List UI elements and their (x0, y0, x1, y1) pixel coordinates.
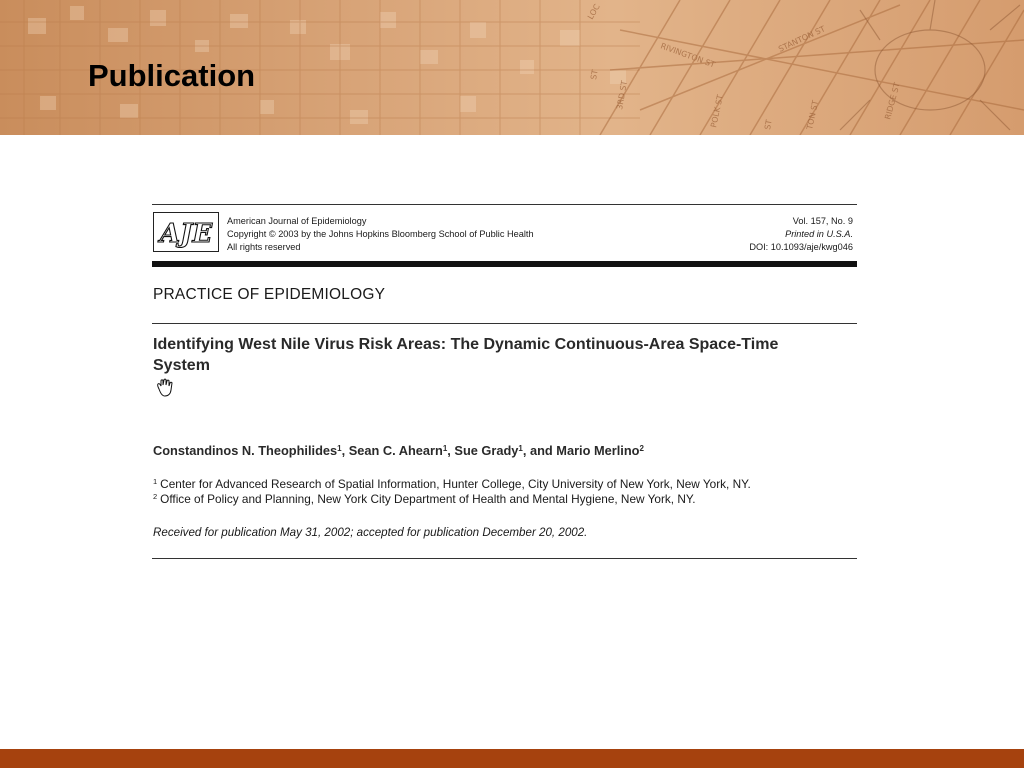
map-label: 3RD ST (615, 79, 630, 111)
journal-copyright: Copyright © 2003 by the Johns Hopkins Bloomberg School of Public Health (227, 229, 534, 239)
map-label: ST (763, 118, 774, 131)
map-label: TON ST (805, 99, 821, 131)
aje-logo-mark (156, 215, 216, 249)
volume-issue: Vol. 157, No. 9 (792, 216, 853, 226)
printed-in: Printed in U.S.A. (785, 229, 853, 239)
journal-info (227, 215, 534, 254)
volume-info (749, 215, 853, 254)
author-list (153, 443, 644, 458)
author-name: Mario Merlino (556, 443, 640, 458)
author-sep: , (341, 443, 349, 458)
affil-text: Office of Policy and Planning, New York City Department of Health and Mental Hygiene, New York, NY. (160, 492, 696, 506)
affil-number: 2 (153, 492, 158, 501)
affiliation-1 (153, 477, 751, 491)
bottom-rule (152, 558, 857, 559)
journal-rights: All rights reserved (227, 242, 301, 252)
map-label: RIDGE ST (883, 81, 902, 121)
received-date: Received for publication May 31, 2002; accepted for publication December 20, 2002. (153, 526, 588, 539)
top-rule (152, 204, 857, 205)
header-banner (0, 0, 1024, 135)
section-rule (152, 323, 857, 324)
author-affil-mark: 2 (639, 444, 644, 453)
author-affil-mark: 1 (337, 444, 342, 453)
thick-rule (152, 261, 857, 267)
map-label: POLK ST (709, 93, 725, 129)
affil-number: 1 (153, 477, 158, 486)
paper-title: Identifying West Nile Virus Risk Areas: The Dynamic Continuous-Area Space-Time System (153, 336, 779, 374)
map-label: RIVINGTON ST (659, 41, 717, 70)
section-heading: PRACTICE OF EPIDEMIOLOGY (153, 286, 386, 303)
map-label: LOC (585, 2, 602, 22)
author-name: Constandinos N. Theophilides (153, 443, 338, 458)
svg-text:AJE: AJE (159, 219, 213, 249)
author-affil-mark: 1 (442, 444, 448, 453)
author-name: Sean C. Ahearn (348, 443, 443, 458)
affiliation-2 (153, 492, 695, 506)
author-sep: , (447, 443, 455, 458)
aje-logo (153, 212, 219, 252)
affil-text: Center for Advanced Research of Spatial Information, Hunter College, City University of New York, New York, NY. (160, 477, 751, 491)
journal-name: American Journal of Epidemiology (227, 216, 367, 226)
doi: DOI: 10.1093/aje/kwg046 (749, 242, 853, 252)
hand-cursor-icon (155, 378, 177, 398)
author-name: Sue Grady (454, 443, 519, 458)
map-label: ST (589, 68, 600, 81)
map-label: STANTON ST (777, 24, 827, 54)
author-sep: , and (522, 443, 557, 458)
footer-bar (0, 749, 1024, 768)
author-affil-mark: 1 (518, 444, 523, 453)
paper-excerpt (152, 204, 857, 564)
slide-title: Publication (88, 58, 256, 93)
